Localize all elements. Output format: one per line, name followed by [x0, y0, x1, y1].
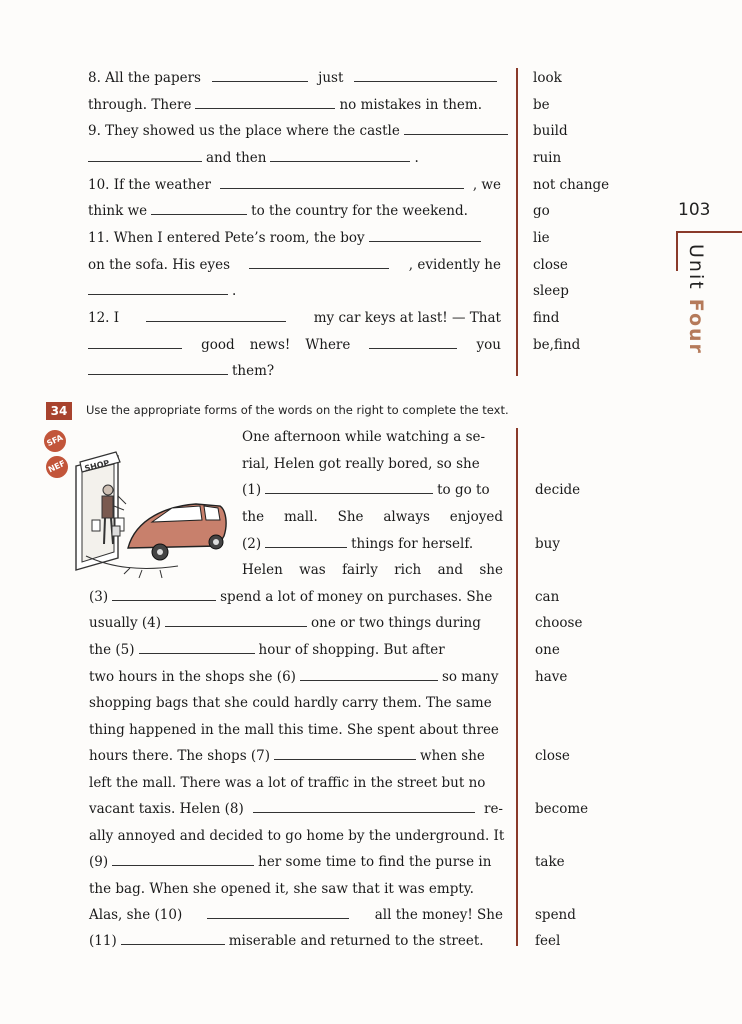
ex34-line-4: the mall. She always enjoyed [242, 509, 503, 525]
ex34-line-15: vacant taxis. Helen (8) re- [89, 801, 503, 817]
blank[interactable] [121, 932, 225, 945]
word-option: decide [535, 482, 581, 498]
page-number: 103 [678, 200, 711, 220]
ex33-line-2: through. There no mistakes in them. [88, 97, 482, 113]
ex34-line-5: (2) things for herself. [242, 536, 474, 552]
ex33-line-7: 11. When I entered Pete’s room, the boy [88, 229, 501, 247]
word-option: one [535, 642, 560, 658]
ex33-line-11: good news! Where you [88, 336, 501, 354]
word-option: be [533, 97, 550, 113]
word-option: feel [535, 933, 561, 949]
exercise-instruction: Use the appropriate forms of the words on the right to complete the text. [86, 403, 509, 417]
ex34-line-3: (1) to go to [242, 482, 490, 498]
word-option: close [535, 748, 570, 764]
ex33-line-10: 12. I my car keys at last! — That [88, 310, 501, 326]
ex33-line-9: . [88, 282, 501, 300]
unit-rule-vertical [676, 231, 678, 271]
ex34-line-10: two hours in the shops she (6) so many [89, 669, 499, 685]
blank[interactable] [404, 122, 508, 135]
blank[interactable] [112, 853, 254, 866]
ex33-line-1: 8. All the papers just [88, 69, 501, 87]
ex34-line-2: rial, Helen got really bored, so she [242, 456, 480, 472]
unit-label: Unit Four [685, 244, 707, 355]
blank[interactable] [207, 906, 349, 919]
ex33-line-5: 10. If the weather , we [88, 177, 501, 193]
ex34-line-6: Helen was fairly rich and she [242, 562, 503, 578]
blank[interactable] [274, 747, 416, 760]
blank[interactable] [354, 69, 497, 82]
word-option: look [533, 70, 562, 86]
column-divider [516, 428, 518, 946]
blank[interactable] [88, 362, 228, 375]
blank[interactable] [265, 481, 433, 494]
blank[interactable] [195, 96, 335, 109]
ex33-line-12: them? [88, 362, 501, 380]
word-option: be,find [533, 337, 581, 353]
shop-sign: SHOP [83, 458, 111, 474]
blank[interactable] [165, 614, 307, 627]
word-option: sleep [533, 283, 569, 299]
word-option: build [533, 123, 568, 139]
ex34-line-16: ally annoyed and decided to go home by the underground. It [89, 828, 505, 844]
word-option: find [533, 310, 560, 326]
blank[interactable] [88, 149, 202, 162]
blank[interactable] [88, 336, 182, 349]
blank[interactable] [220, 176, 464, 189]
blank[interactable] [139, 641, 255, 654]
ex34-line-11: shopping bags that she could hardly carry them. The same [89, 695, 492, 711]
word-option: close [533, 257, 568, 273]
ex33-line-8: on the sofa. His eyes , evidently he [88, 257, 501, 273]
word-option: buy [535, 536, 560, 552]
blank[interactable] [88, 282, 228, 295]
ex34-line-12: thing happened in the mall this time. She spent about three [89, 722, 499, 738]
blank[interactable] [369, 336, 457, 349]
word-option: take [535, 854, 565, 870]
ex33-line-3: 9. They showed us the place where the castle [88, 122, 501, 140]
word-option: spend [535, 907, 576, 923]
word-option: become [535, 801, 589, 817]
ex34-line-20: (11) miserable and returned to the street. [89, 933, 484, 949]
blank[interactable] [369, 229, 481, 242]
blank[interactable] [265, 535, 347, 548]
blank[interactable] [253, 800, 475, 813]
blank[interactable] [249, 256, 389, 269]
nef-tag: NEF [42, 452, 71, 481]
ex34-line-14: left the mall. There was a lot of traffic in the street but no [89, 775, 486, 791]
blank[interactable] [146, 309, 286, 322]
ex34-line-13: hours there. The shops (7) when she [89, 748, 485, 764]
blank[interactable] [212, 69, 308, 82]
ex34-line-17: (9) her some time to find the purse in [89, 854, 492, 870]
ex34-line-8: usually (4) one or two things during [89, 615, 481, 631]
word-option: go [533, 203, 550, 219]
column-divider [516, 68, 518, 376]
ex34-line-9: the (5) hour of shopping. But after [89, 642, 445, 658]
exercise-number-badge: 34 [46, 402, 72, 420]
word-option: can [535, 589, 560, 605]
word-option: not change [533, 177, 610, 193]
word-option: choose [535, 615, 583, 631]
ex33-line-4: and then . [88, 149, 501, 167]
blank[interactable] [270, 149, 410, 162]
word-option: ruin [533, 150, 562, 166]
shopping-illustration [68, 448, 228, 588]
word-option: lie [533, 230, 550, 246]
blank[interactable] [300, 668, 438, 681]
unit-rule [676, 231, 742, 233]
ex33-line-6: think we to the country for the weekend. [88, 203, 468, 219]
blank[interactable] [151, 202, 247, 215]
word-option: have [535, 669, 568, 685]
ex34-line-18: the bag. When she opened it, she saw that it was empty. [89, 881, 474, 897]
blank[interactable] [112, 588, 216, 601]
ex34-line-1: One afternoon while watching a se- [242, 429, 486, 445]
ex34-line-19: Alas, she (10) all the money! She [89, 907, 503, 923]
sfa-tag: SFA [40, 426, 69, 455]
ex34-line-7: (3) spend a lot of money on purchases. She [89, 589, 493, 605]
